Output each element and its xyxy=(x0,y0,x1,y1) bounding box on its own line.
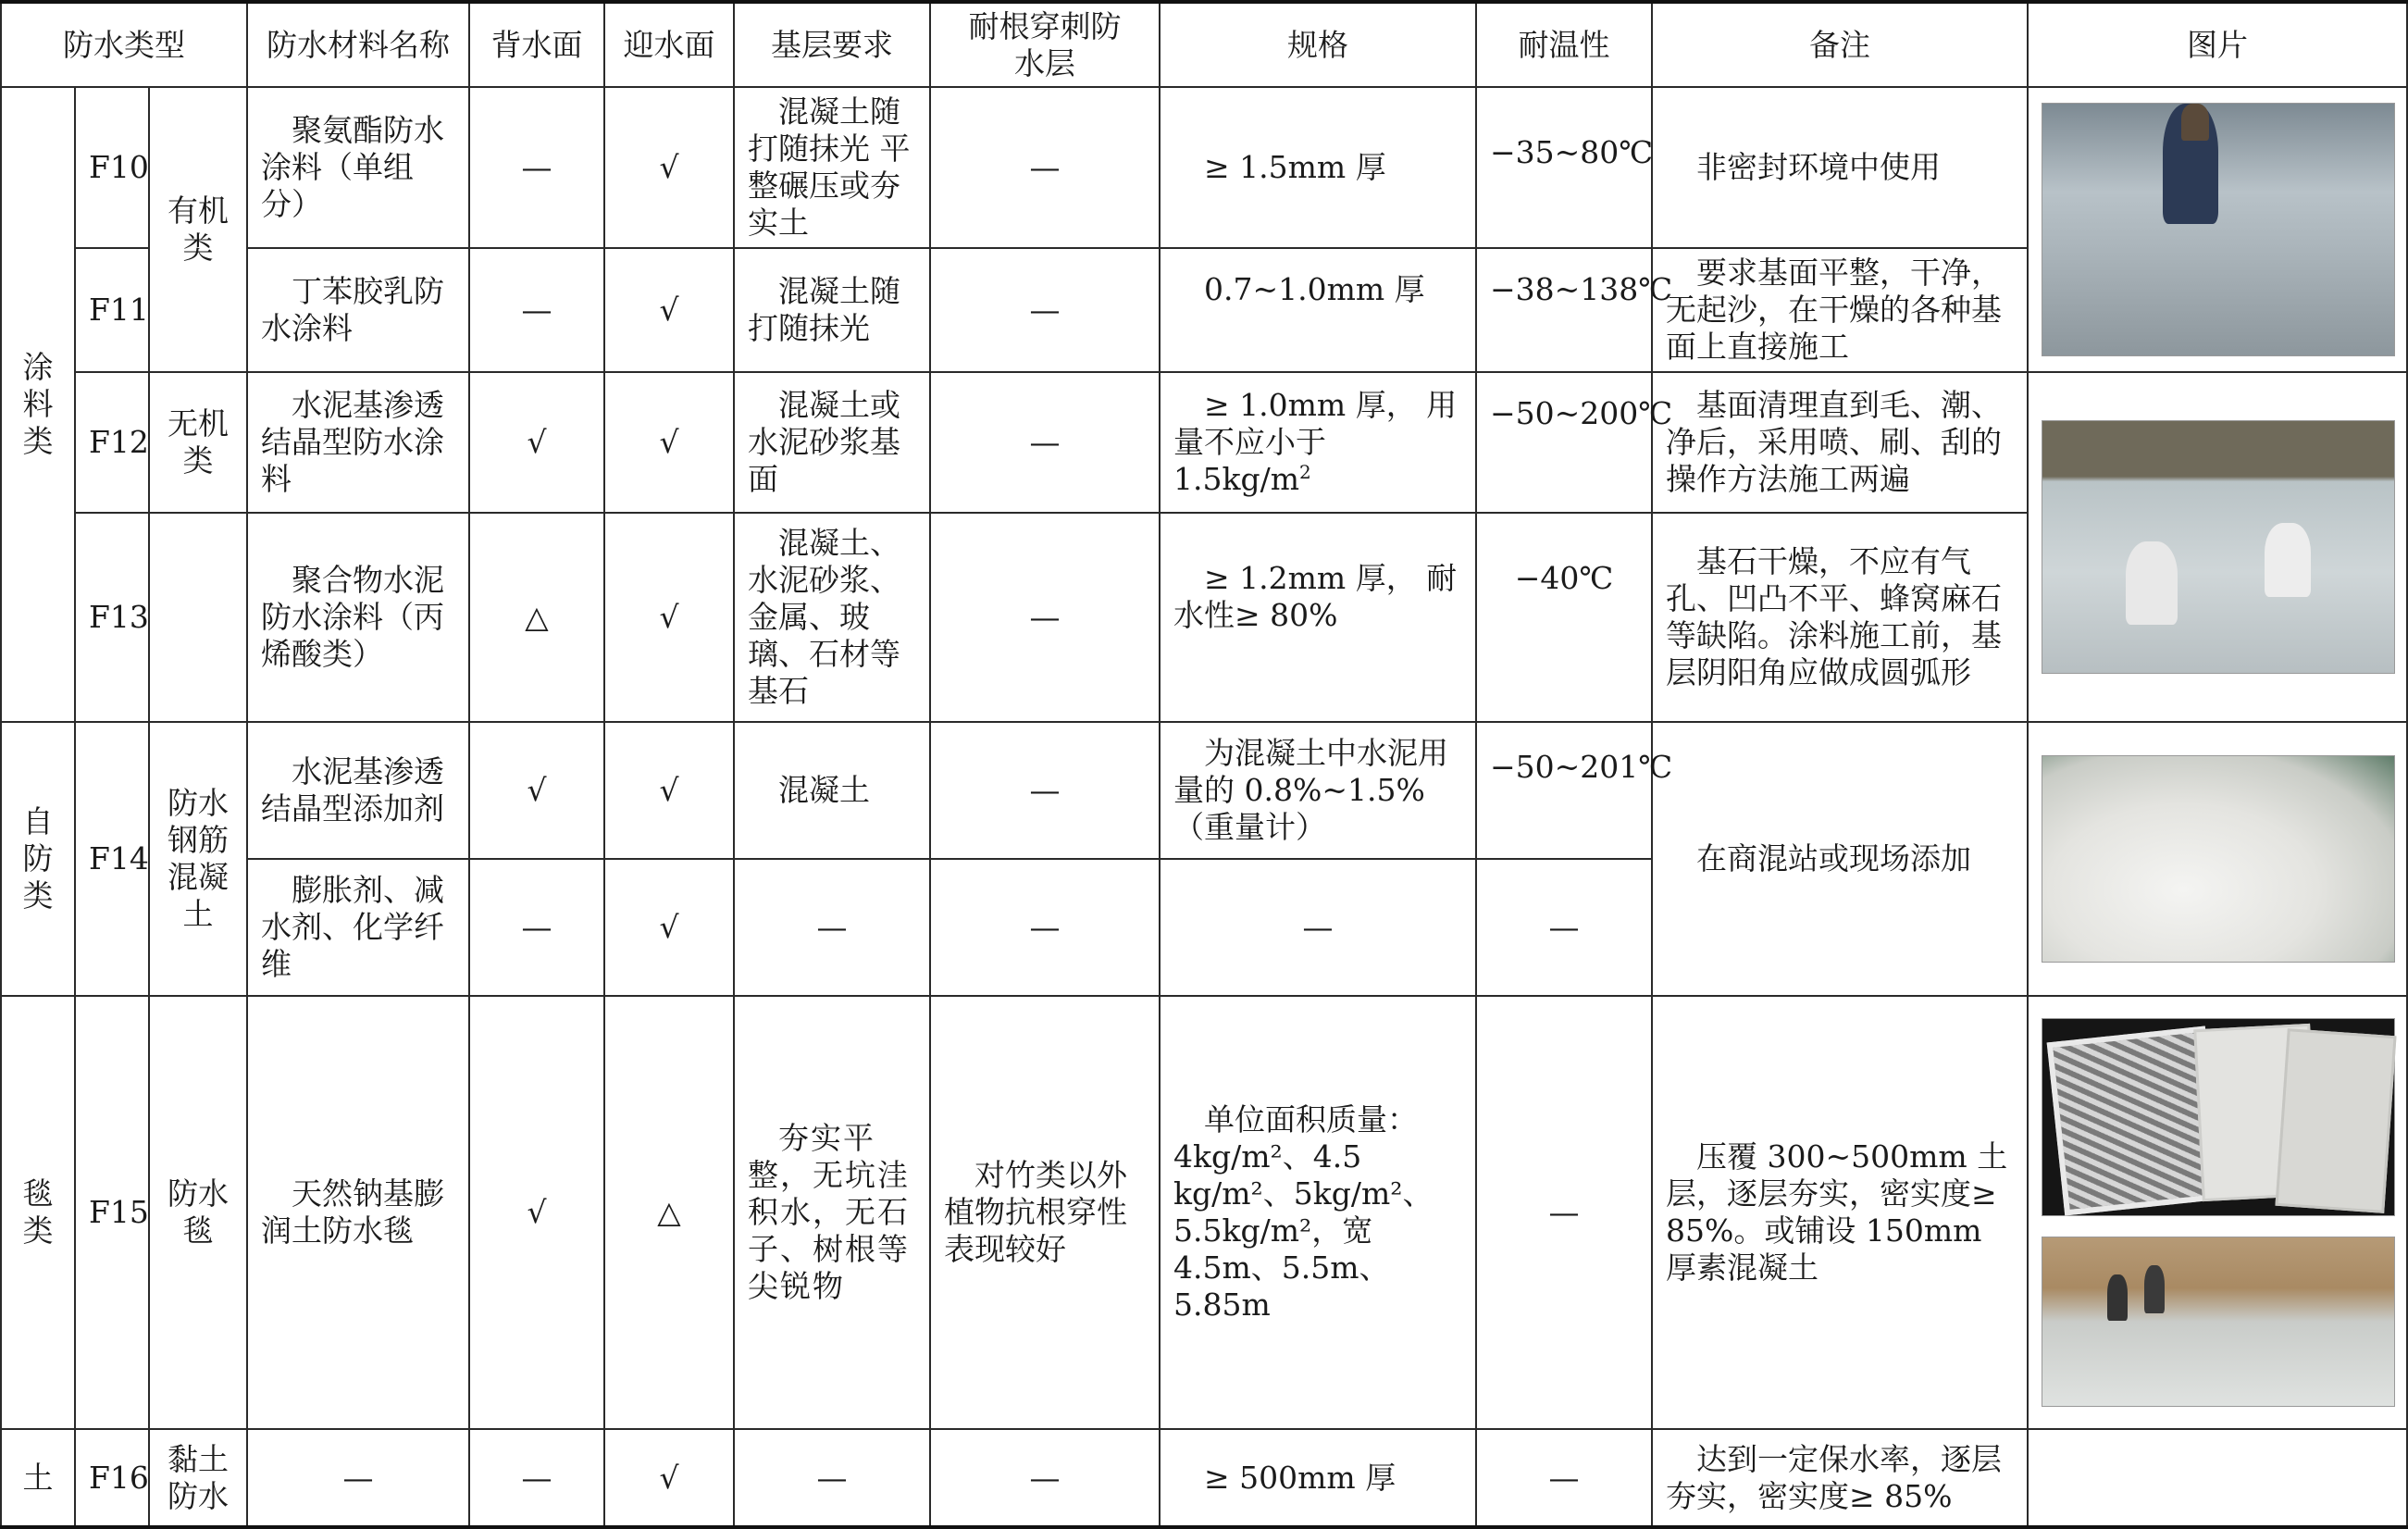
material-name: 聚氨酯防水涂料（单组分） xyxy=(247,87,469,248)
base-requirement: — xyxy=(734,859,930,996)
back-face-mark: — xyxy=(469,87,604,248)
header-pic: 图片 xyxy=(2028,2,2407,87)
temperature-range: — xyxy=(1476,996,1652,1429)
root-resistance: — xyxy=(930,859,1160,996)
temperature-range: −40℃ xyxy=(1476,513,1652,722)
table-row xyxy=(1,996,2407,1429)
row-code: F11 xyxy=(75,248,149,372)
back-face-mark: √ xyxy=(469,722,604,859)
subgroup-blanket: 防水 毯 xyxy=(149,996,247,1429)
root-resistance: — xyxy=(930,372,1160,513)
spec-values: 4kg/m²、4.5 kg/m²、5kg/m²、5.5kg/m²，宽 4.5m、5.5m、5.85m xyxy=(1173,1138,1434,1323)
remark: 压覆 300~500mm 土层，逐层夯实，密实度≥ 85%。或铺设 150mm 厚素混凝土 xyxy=(1652,996,2028,1429)
row-code: F14 xyxy=(75,722,149,996)
base-requirement: 混凝土随打随抹光 xyxy=(734,248,930,372)
row-code: F13 xyxy=(75,513,149,722)
base-requirement: — xyxy=(734,1429,930,1527)
table-row xyxy=(1,722,2407,859)
remark: 在商混站或现场添加 xyxy=(1652,722,2028,996)
subgroup-clay: 黏土 防水 xyxy=(149,1429,247,1527)
remark: 非密封环境中使用 xyxy=(1652,87,2028,248)
material-name: — xyxy=(247,1429,469,1527)
row-code: F10 xyxy=(75,87,149,248)
temperature-range: — xyxy=(1476,1429,1652,1527)
temperature-range: −35~80℃ xyxy=(1476,87,1652,248)
header-spec: 规格 xyxy=(1160,2,1476,87)
temperature-range: −50~201℃ xyxy=(1476,722,1652,859)
worker-figure xyxy=(2107,1274,2128,1321)
water-face-mark: √ xyxy=(604,1429,734,1527)
water-face-mark: √ xyxy=(604,722,734,859)
row-code: F15 xyxy=(75,996,149,1429)
remark: 基石干燥，不应有气孔、凹凸不平、蜂窝麻石等缺陷。涂料施工前，基层阴阳角应做成圆弧形 xyxy=(1652,513,2028,722)
group-self-waterproof: 自 防 类 xyxy=(1,722,75,996)
worker-figure xyxy=(2144,1265,2165,1313)
remark: 基面清理直到毛、潮、净后，采用喷、刷、刮的操作方法施工两遍 xyxy=(1652,372,2028,513)
header-root: 耐根穿刺防水层 xyxy=(930,2,1160,87)
spec-title: 单位面积质量： xyxy=(1204,1101,1418,1137)
water-face-mark: √ xyxy=(604,248,734,372)
remark: 达到一定保水率，逐层夯实，密实度≥ 85% xyxy=(1652,1429,2028,1527)
base-requirement: 混凝土、水泥砂浆、金属、玻璃、石材等基石 xyxy=(734,513,930,722)
photo-cementitious-coating xyxy=(2042,420,2395,674)
back-face-mark: — xyxy=(469,248,604,372)
photo-cell-empty xyxy=(2028,1429,2407,1527)
specification: ≥ 1.2mm 厚， 耐水性≥ 80% xyxy=(1160,513,1476,722)
header-row xyxy=(1,2,2407,87)
header-temp: 耐温性 xyxy=(1476,2,1652,87)
material-name: 水泥基渗透结晶型添加剂 xyxy=(247,722,469,859)
specification: ≥ 1.5mm 厚 xyxy=(1160,87,1476,248)
subgroup-inorganic: 无机 类 xyxy=(149,372,247,513)
header-base: 基层要求 xyxy=(734,2,930,87)
specification: ≥ 500mm 厚 xyxy=(1160,1429,1476,1527)
table-row xyxy=(1,1429,2407,1527)
worker-figure xyxy=(2265,523,2311,597)
subgroup-empty xyxy=(149,513,247,722)
temperature-range: −50~200℃ xyxy=(1476,372,1652,513)
subgroup-rebar-concrete: 防水 钢筋 混凝 土 xyxy=(149,722,247,996)
specification: — xyxy=(1160,859,1476,996)
group-soil: 土 xyxy=(1,1429,75,1527)
table-row xyxy=(1,372,2407,513)
root-resistance: — xyxy=(930,87,1160,248)
root-resistance: — xyxy=(930,1429,1160,1527)
photo-cell-blanket xyxy=(2028,996,2407,1429)
water-face-mark: √ xyxy=(604,372,734,513)
back-face-mark: √ xyxy=(469,996,604,1429)
photo-cell-admixture xyxy=(2028,722,2407,996)
specification: 0.7~1.0mm 厚 xyxy=(1160,248,1476,372)
group-coating: 涂 料 类 xyxy=(1,87,75,722)
back-face-mark: △ xyxy=(469,513,604,722)
photo-cell-coating-organic xyxy=(2028,87,2407,372)
photo-cell-coating-inorganic xyxy=(2028,372,2407,722)
header-back: 背水面 xyxy=(469,2,604,87)
group-blanket: 毯 类 xyxy=(1,996,75,1429)
photo-admixture-powder xyxy=(2042,755,2395,963)
back-face-mark: √ xyxy=(469,372,604,513)
specification: 为混凝土中水泥用量的 0.8%~1.5%（重量计） xyxy=(1160,722,1476,859)
specification: ≥ 1.0mm 厚， 用量不应小于 $1.5kg/m^2$ xyxy=(1160,372,1476,513)
header-face: 迎水面 xyxy=(604,2,734,87)
temperature-range: −38~138℃ xyxy=(1476,248,1652,372)
temperature-range: — xyxy=(1476,859,1652,996)
material-name: 天然钠基膨润土防水毯 xyxy=(247,996,469,1429)
material-name: 水泥基渗透结晶型防水涂料 xyxy=(247,372,469,513)
water-face-mark: √ xyxy=(604,513,734,722)
photo-bentonite-blanket-samples xyxy=(2042,1018,2395,1216)
row-code: F16 xyxy=(75,1429,149,1527)
row-code: F12 xyxy=(75,372,149,513)
table-row xyxy=(1,87,2407,248)
root-resistance: — xyxy=(930,722,1160,859)
water-face-mark: √ xyxy=(604,87,734,248)
specification xyxy=(1160,996,1476,1429)
material-name: 膨胀剂、减水剂、化学纤维 xyxy=(247,859,469,996)
water-face-mark: √ xyxy=(604,859,734,996)
worker-figure xyxy=(2126,541,2178,625)
root-resistance: 对竹类以外植物抗根穿性表现较好 xyxy=(930,996,1160,1429)
base-requirement: 混凝土或水泥砂浆基面 xyxy=(734,372,930,513)
back-face-mark: — xyxy=(469,859,604,996)
worker-head xyxy=(2181,104,2209,141)
water-face-mark: △ xyxy=(604,996,734,1429)
base-requirement: 混凝土 xyxy=(734,722,930,859)
base-requirement: 混凝土随打随抹光 平整碾压或夯实土 xyxy=(734,87,930,248)
root-resistance: — xyxy=(930,513,1160,722)
back-face-mark: — xyxy=(469,1429,604,1527)
base-requirement: 夯实平整，无坑洼积水，无石子、树根等尖锐物 xyxy=(734,996,930,1429)
root-resistance: — xyxy=(930,248,1160,372)
header-name: 防水材料名称 xyxy=(247,2,469,87)
photo-polyurethane-coating xyxy=(2042,103,2395,356)
photo-blanket-installation xyxy=(2042,1237,2395,1407)
material-name: 丁苯胶乳防水涂料 xyxy=(247,248,469,372)
subgroup-organic: 有机 类 xyxy=(149,87,247,372)
header-note: 备注 xyxy=(1652,2,2028,87)
material-name: 聚合物水泥防水涂料（丙烯酸类） xyxy=(247,513,469,722)
unit-superscript: 2 xyxy=(1299,461,1311,483)
blanket-sample xyxy=(2275,1028,2396,1213)
header-type: 防水类型 xyxy=(1,2,247,87)
remark: 要求基面平整，干净，无起沙，在干燥的各种基面上直接施工 xyxy=(1652,248,2028,372)
